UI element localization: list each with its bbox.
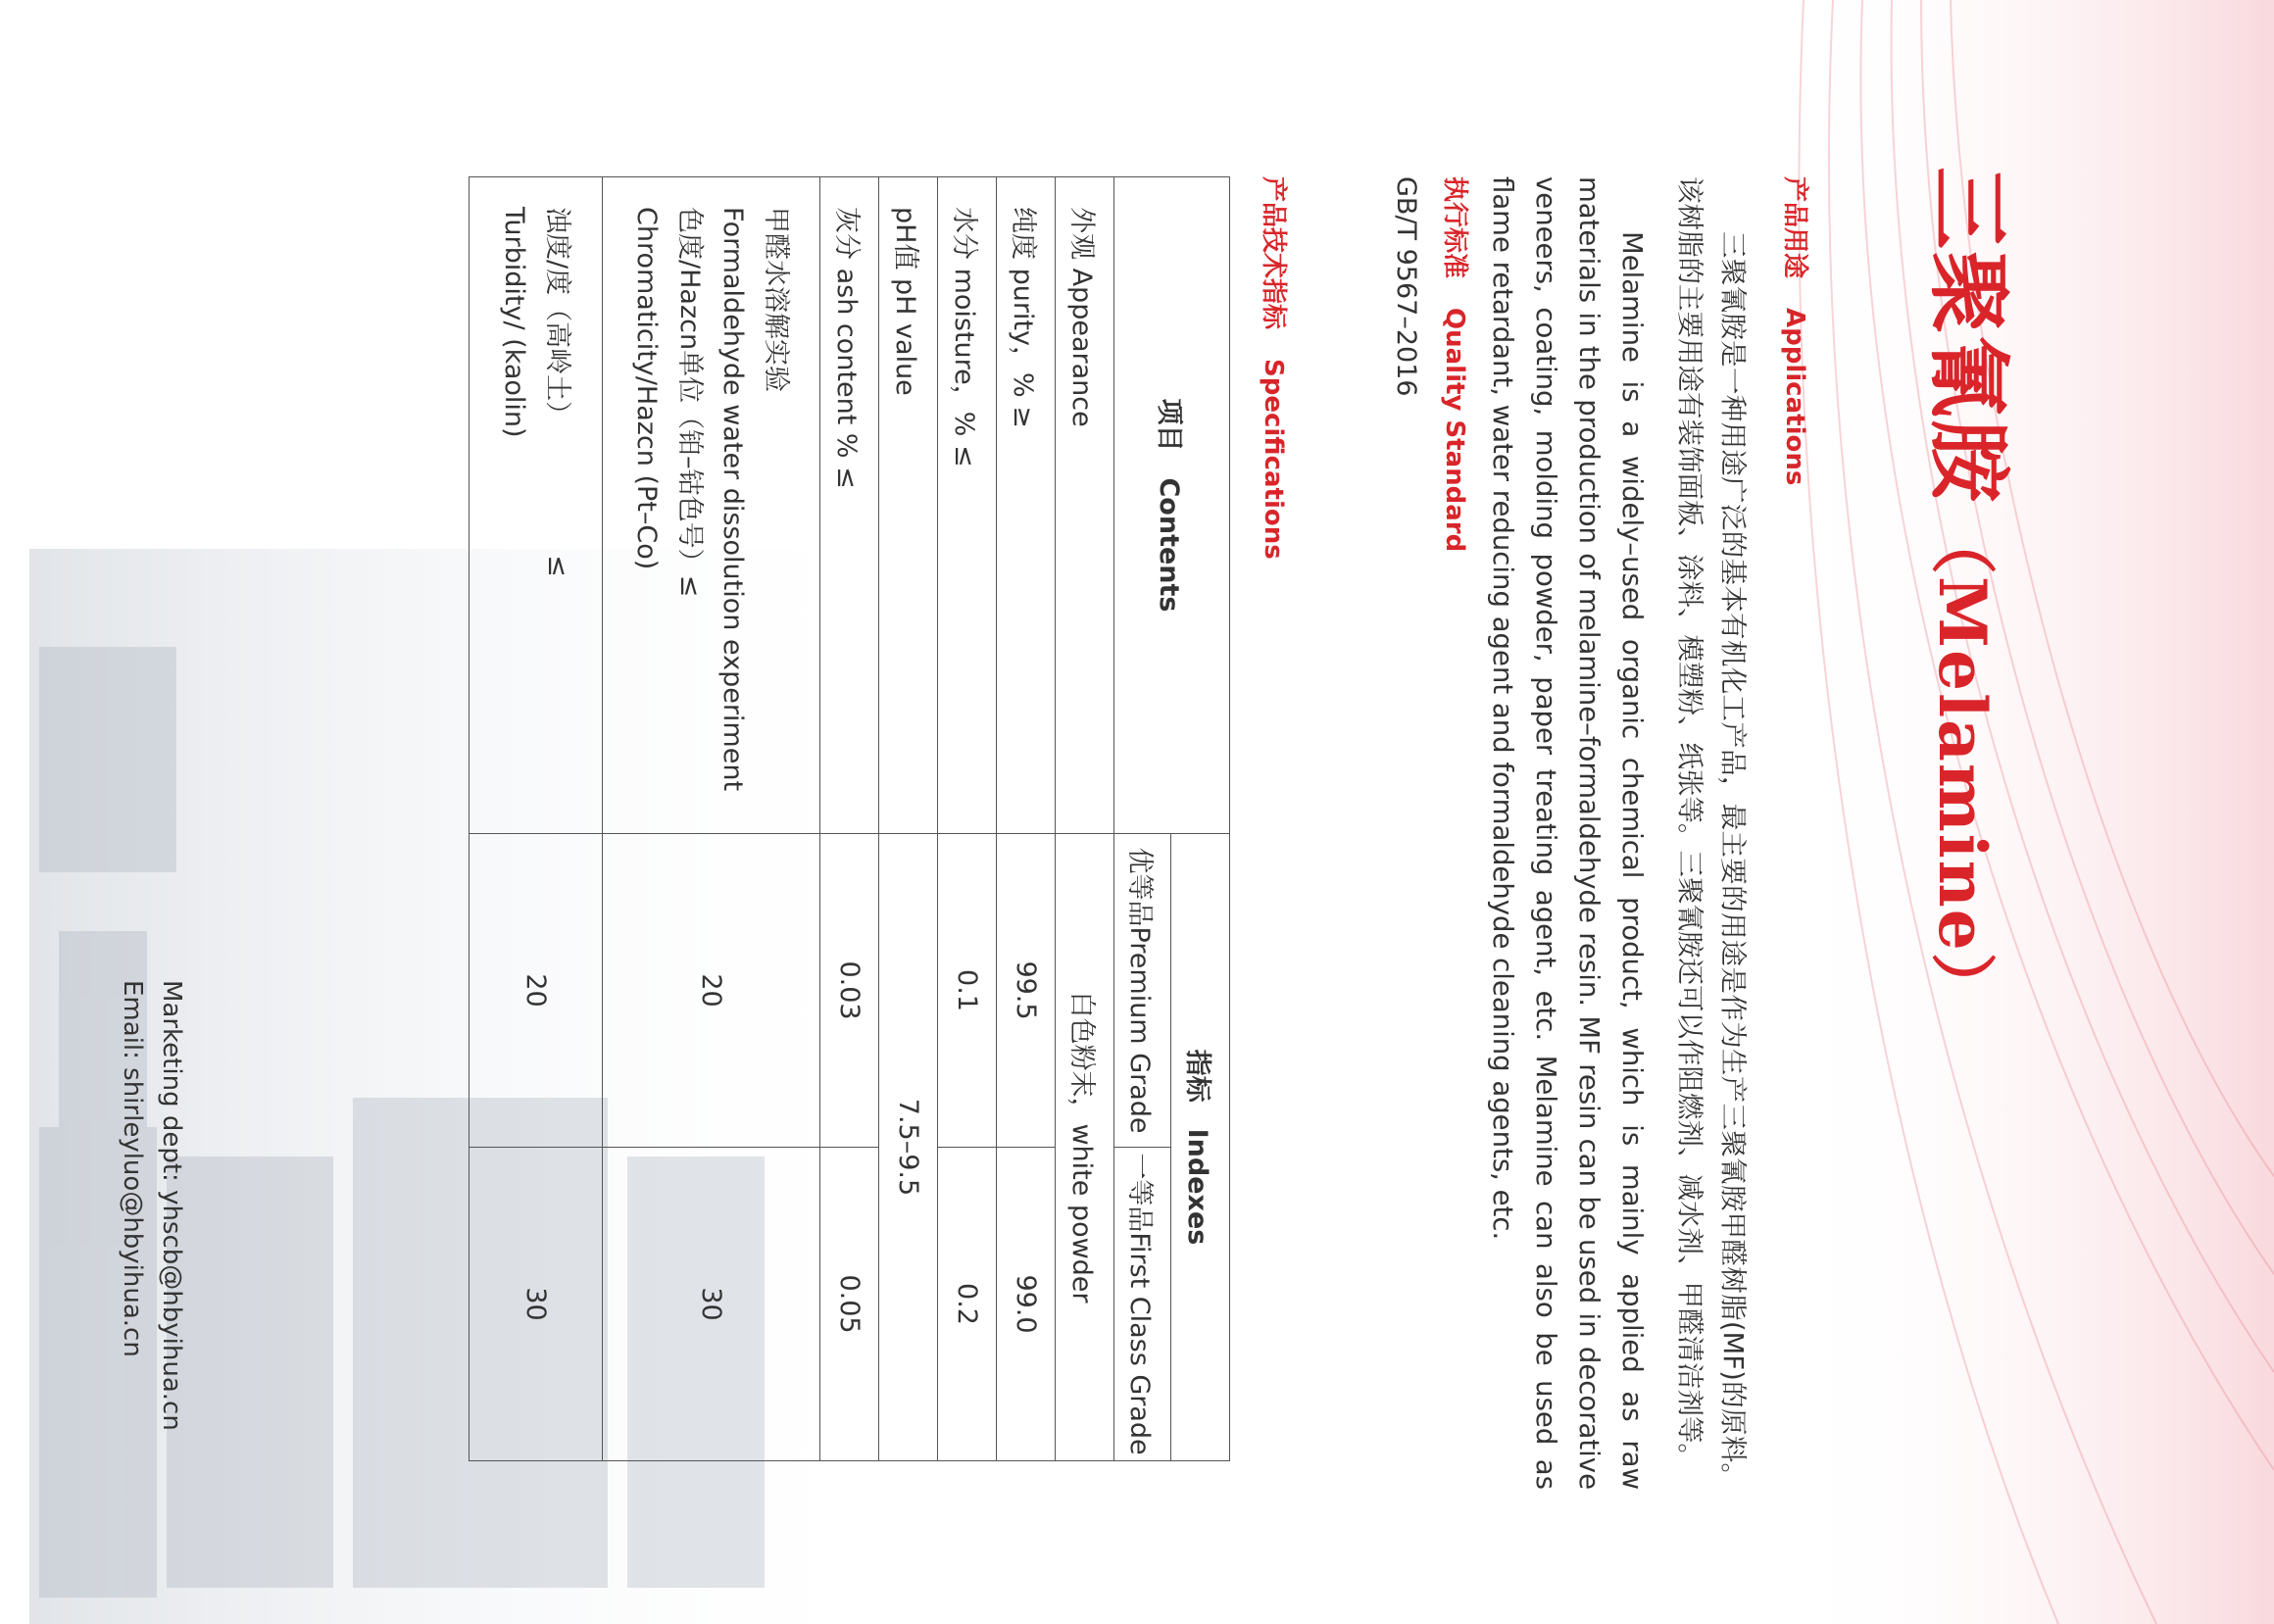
formaldehyde-line4: Chromaticity/Hazcn (Pt–Co) [631, 207, 663, 570]
formaldehyde-premium: 20 [603, 834, 820, 1148]
ash-premium: 0.03 [820, 834, 879, 1148]
turbidity-premium: 20 [470, 834, 603, 1148]
standard-heading [1439, 176, 1475, 552]
table-row [1056, 177, 1114, 1461]
turbidity-first: 30 [470, 1148, 603, 1461]
formaldehyde-line1: 甲醛水溶解实验 [761, 207, 792, 392]
purity-first: 99.0 [997, 1148, 1056, 1461]
table-row [820, 177, 879, 1461]
contents-header: 项目 Contents [1114, 177, 1230, 834]
standard-heading-en: Quality Standard [1440, 308, 1469, 553]
specifications-heading-en: Specifications [1259, 359, 1288, 560]
table-row [470, 177, 603, 1461]
table-row [1171, 177, 1230, 1461]
formaldehyde-line2: Formaldehyde water dissolution experiment [717, 207, 749, 792]
applications-heading-en: Applications [1780, 308, 1809, 486]
ash-first: 0.05 [820, 1148, 879, 1461]
table-row [879, 177, 938, 1461]
moisture-label: 水分 moisture，% ≤ [938, 177, 997, 834]
applications-text-en: Melamine is a widely–used organic chemical product, which is mainly applied as raw materials in the production of melamine–formaldehyde resin. MF resin can be used in decorative veneers, coating, molding powder, paper treating agent, etc. Melamine can also be used as flame retardant, water reducing agent and formaldehyde cleaning agents, etc. [1487, 176, 1648, 1490]
table-row [997, 177, 1056, 1461]
ph-label: pH值 pH value [879, 177, 938, 834]
table-row [603, 177, 820, 1461]
contact-block [113, 980, 191, 1431]
turbidity-line1-row [536, 207, 579, 833]
page-title [1920, 167, 2017, 1019]
turbidity-label [470, 177, 603, 834]
spec-table [469, 176, 1230, 1461]
moisture-premium: 0.1 [938, 834, 997, 1148]
table-row [938, 177, 997, 1461]
marketing-email: Marketing dept: yhscb@hbyihua.cn [157, 980, 186, 1431]
title-en: （Melamine） [1924, 510, 2001, 1019]
indexes-header: 指标 Indexes [1171, 834, 1230, 1461]
turbidity-le: ≤ [542, 555, 573, 577]
first-class-header: 一等品First Class Grade [1114, 1148, 1171, 1461]
purity-label: 纯度 purity，% ≥ [997, 177, 1056, 834]
formaldehyde-first: 30 [603, 1148, 820, 1461]
contact-email: Email: shirleyluo@hbyihua.cn [118, 980, 147, 1357]
title-zh: 三聚氰胺 [1920, 167, 2017, 505]
ash-label: 灰分 ash content % ≤ [820, 177, 879, 834]
turbidity-line2: Turbidity/ (kaolin) [499, 207, 530, 438]
turbidity-line1: 浊度/度（高岭土） [542, 207, 573, 428]
applications-heading [1779, 176, 1815, 485]
appearance-label: 外观 Appearance [1056, 177, 1114, 834]
specifications-heading [1258, 176, 1294, 560]
applications-text-zh: 三聚氰胺是一种用途广泛的基本有机化工产品，最主要的用途是作为生产三聚氰胺甲醛树脂(MF)的原料。该树脂的主要用途有装饰面板、涂料、模塑粉、纸张等。三聚氰胺还可以作阻燃剂、减水剂、甲醛清洁剂等。 [1674, 176, 1749, 1490]
standard-heading-zh: 执行标准 [1440, 176, 1469, 279]
formaldehyde-line3: 色度/Hazcn单位（铂–钴色号）≤ [674, 207, 706, 598]
specifications-heading-zh: 产品技术指标 [1259, 176, 1288, 330]
standard-value: GB/T 9567–2016 [1391, 176, 1421, 397]
appearance-value: 白色粉末，white powder [1056, 834, 1114, 1461]
premium-header: 优等品Premium Grade [1114, 834, 1171, 1148]
purity-premium: 99.5 [997, 834, 1056, 1148]
ph-value: 7.5–9.5 [879, 834, 938, 1461]
applications-heading-zh: 产品用途 [1780, 176, 1809, 279]
formaldehyde-label [603, 177, 820, 834]
moisture-first: 0.2 [938, 1148, 997, 1461]
